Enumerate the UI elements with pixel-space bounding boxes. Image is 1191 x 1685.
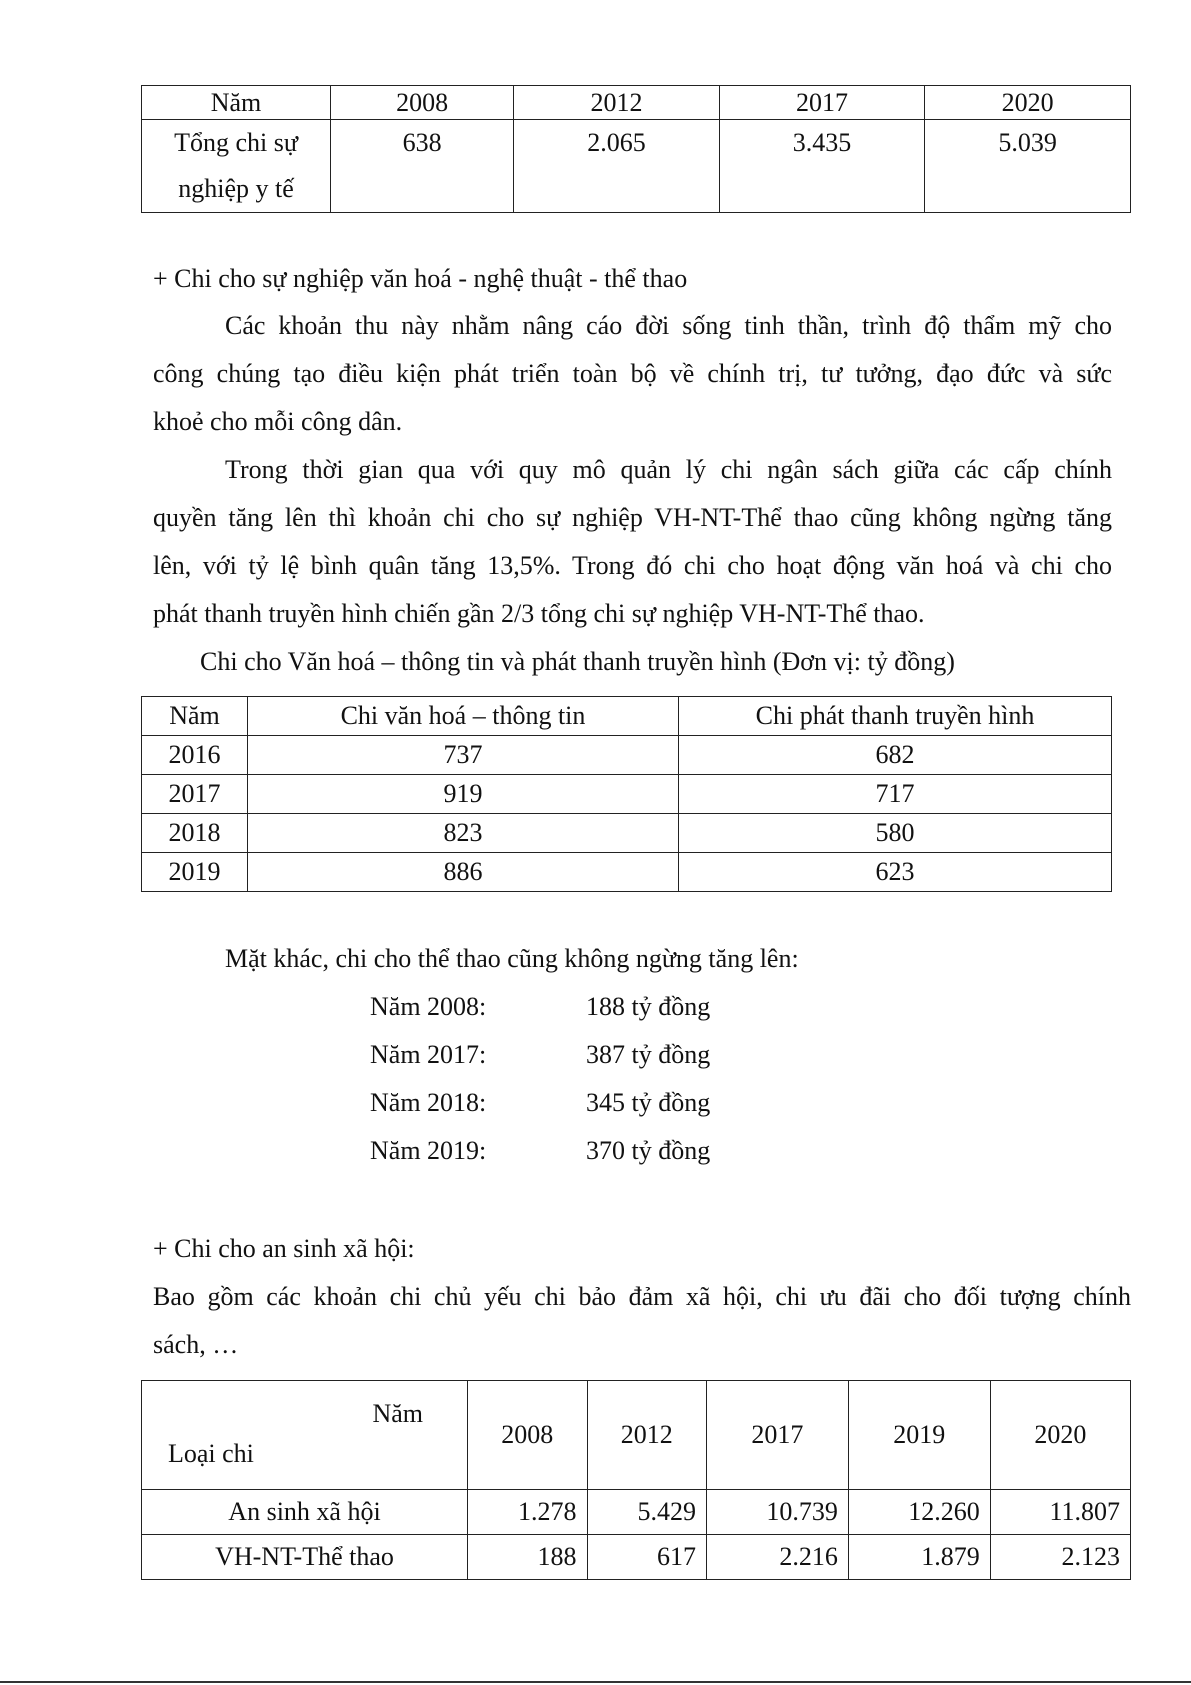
table-row <box>142 853 1112 892</box>
table-row <box>142 1535 1131 1580</box>
row-label-line2: nghiệp y tế <box>178 174 294 203</box>
table-header-row <box>142 1381 1131 1490</box>
social-spending-table <box>141 1380 1131 1580</box>
corner-year-label: Năm <box>372 1399 423 1428</box>
table-row <box>142 1490 1131 1535</box>
table-cell: 2.065 <box>514 120 720 213</box>
table-cell: 3.435 <box>719 120 925 213</box>
header-cell: 2008 <box>331 86 514 120</box>
table-row <box>142 775 1112 814</box>
table-caption: Chi cho Văn hoá – thông tin và phát thanh truyền hình (Đơn vị: tỷ đồng) <box>200 647 955 676</box>
table-cell: 5.039 <box>925 120 1131 213</box>
table-cell: 1.278 <box>468 1490 588 1535</box>
table-header-row <box>142 697 1112 736</box>
section-heading-culture: + Chi cho sự nghiệp văn hoá - nghệ thuật - thể thao <box>153 264 688 293</box>
header-cell: Năm <box>142 86 331 120</box>
table-cell: 919 <box>248 775 679 814</box>
header-cell: Năm <box>142 697 248 736</box>
header-cell: Chi phát thanh truyền hình <box>679 697 1112 736</box>
header-cell: Chi văn hoá – thông tin <box>248 697 679 736</box>
table-cell: 737 <box>248 736 679 775</box>
table-cell: 188 <box>468 1535 588 1580</box>
page-bottom-rule <box>0 1681 1191 1683</box>
table-cell: 5.429 <box>587 1490 707 1535</box>
table-cell: 717 <box>679 775 1112 814</box>
header-cell: 2017 <box>707 1381 849 1490</box>
table-cell: 12.260 <box>848 1490 990 1535</box>
table-cell: 2019 <box>142 853 248 892</box>
header-cell: 2008 <box>468 1381 588 1490</box>
table-cell: 682 <box>679 736 1112 775</box>
table-cell: 10.739 <box>707 1490 849 1535</box>
table-row <box>142 736 1112 775</box>
row-label: An sinh xã hội <box>142 1490 468 1535</box>
row-label-line1: Tổng chi sự <box>174 128 298 157</box>
paragraph-line: quyền tăng lên thì khoản chi cho sự nghiệp VH-NT-Thể thao cũng không ngừng tăng <box>153 503 1112 532</box>
table-cell: 2.216 <box>707 1535 849 1580</box>
table-cell: 823 <box>248 814 679 853</box>
section-heading-social: + Chi cho an sinh xã hội: <box>153 1234 415 1263</box>
sport-intro: Mặt khác, chi cho thể thao cũng không ngừng tăng lên: <box>225 944 799 973</box>
table-row <box>142 814 1112 853</box>
table-cell: 2017 <box>142 775 248 814</box>
sport-year: Năm 2008: <box>370 992 487 1021</box>
header-cell: 2020 <box>990 1381 1130 1490</box>
health-spending-table <box>141 85 1131 213</box>
paragraph-line: lên, với tỷ lệ bình quân tăng 13,5%. Trong đó chi cho hoạt động văn hoá và chi cho <box>153 551 1112 580</box>
header-cell: 2012 <box>514 86 720 120</box>
table-cell: 580 <box>679 814 1112 853</box>
table-cell: 11.807 <box>990 1490 1130 1535</box>
table-cell: 886 <box>248 853 679 892</box>
header-cell: 2017 <box>719 86 925 120</box>
culture-spending-table <box>141 696 1112 892</box>
table-cell: 623 <box>679 853 1112 892</box>
table-cell: 2016 <box>142 736 248 775</box>
sport-value: 188 tỷ đồng <box>586 992 711 1021</box>
header-cell: 2012 <box>587 1381 707 1490</box>
table-cell: 638 <box>331 120 514 213</box>
paragraph-line: Các khoản thu này nhằm nâng cáo đời sống tinh thần, trình độ thẩm mỹ cho <box>225 311 1112 340</box>
row-label: VH-NT-Thể thao <box>142 1535 468 1580</box>
sport-value: 370 tỷ đồng <box>586 1136 711 1165</box>
sport-year: Năm 2017: <box>370 1040 487 1069</box>
table-cell: 2018 <box>142 814 248 853</box>
sport-year: Năm 2018: <box>370 1088 487 1117</box>
corner-header-cell <box>142 1381 468 1490</box>
sport-value: 345 tỷ đồng <box>586 1088 711 1117</box>
sport-year: Năm 2019: <box>370 1136 487 1165</box>
row-label <box>142 120 331 213</box>
paragraph-line: phát thanh truyền hình chiến gần 2/3 tổng chi sự nghiệp VH-NT-Thể thao. <box>153 599 925 628</box>
paragraph-line: công chúng tạo điều kiện phát triển toàn bộ về chính trị, tư tưởng, đạo đức và sức <box>153 359 1112 388</box>
paragraph-line: Bao gồm các khoản chi chủ yếu chi bảo đảm xã hội, chi ưu đãi cho đối tượng chính <box>153 1282 1131 1311</box>
paragraph-line: sách, … <box>153 1330 239 1359</box>
paragraph-line: khoẻ cho mỗi công dân. <box>153 407 403 436</box>
table-cell: 1.879 <box>848 1535 990 1580</box>
corner-type-label: Loại chi <box>168 1439 254 1468</box>
header-cell: 2019 <box>848 1381 990 1490</box>
paragraph-line: Trong thời gian qua với quy mô quản lý chi ngân sách giữa các cấp chính <box>225 455 1112 484</box>
table-row <box>142 120 1131 213</box>
table-cell: 617 <box>587 1535 707 1580</box>
table-header-row <box>142 86 1131 120</box>
table-cell: 2.123 <box>990 1535 1130 1580</box>
sport-value: 387 tỷ đồng <box>586 1040 711 1069</box>
header-cell: 2020 <box>925 86 1131 120</box>
